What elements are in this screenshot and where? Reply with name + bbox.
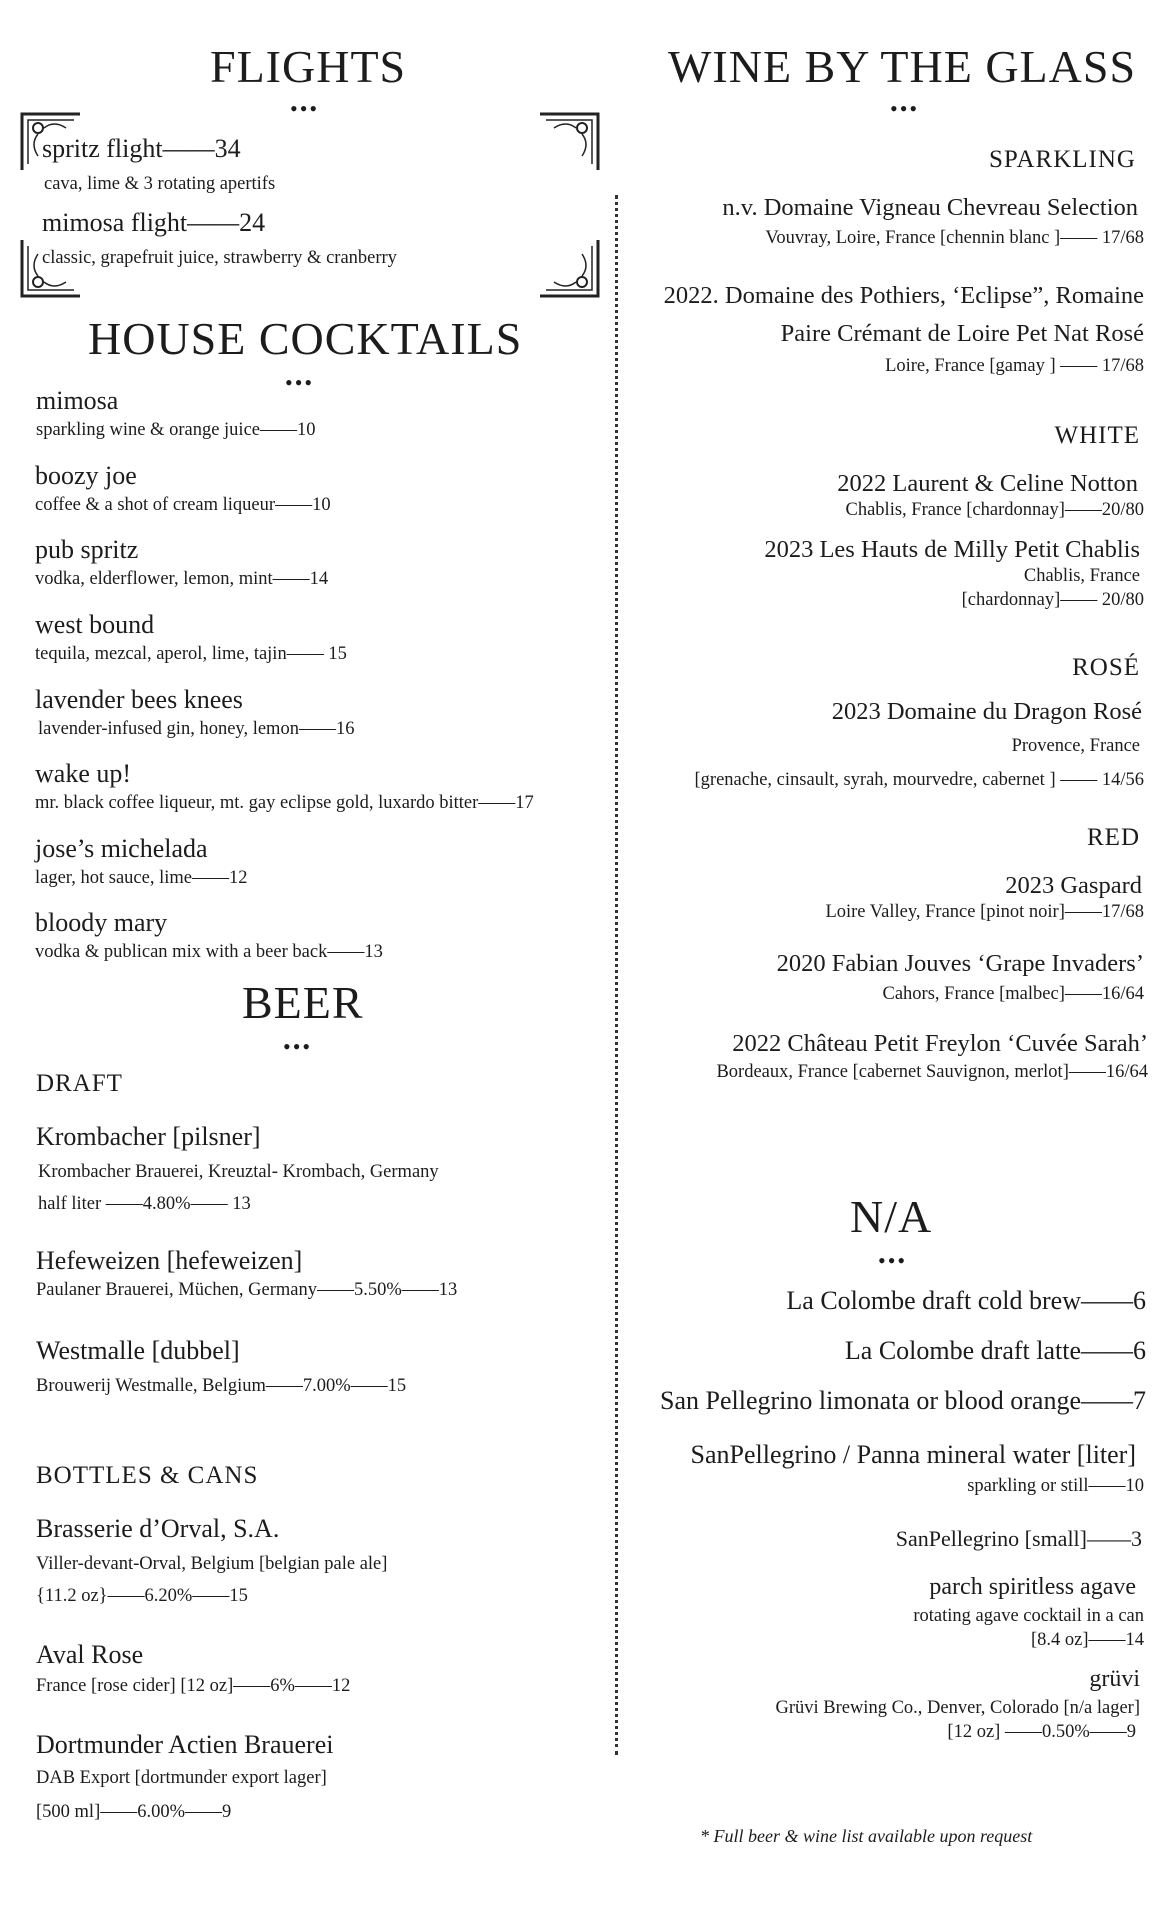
wine-name: 2020 Fabian Jouves ‘Grape Invaders’: [776, 950, 1144, 977]
na-item-detail: [8.4 oz]——14: [1030, 1630, 1144, 1650]
na-item: SanPellegrino / Panna mineral water [liter]: [690, 1440, 1136, 1469]
beer-detail: Paulaner Brauerei, Müchen, Germany——5.50%——13: [36, 1280, 458, 1300]
wine-detail: Provence, France: [1011, 736, 1140, 756]
flight-item-desc: classic, grapefruit juice, strawberry & cranberry: [42, 248, 397, 268]
wine-name: 2022 Laurent & Celine Notton: [837, 470, 1138, 497]
cocktail-name: pub spritz: [35, 535, 139, 564]
flight-item-name: spritz flight——34: [42, 134, 241, 163]
wine-detail: Chablis, France: [1023, 566, 1140, 586]
wine-detail: [grenache, cinsault, syrah, mourvedre, cabernet ] —— 14/56: [694, 770, 1144, 790]
cocktail-name: west bound: [35, 610, 155, 639]
rose-label: ROSÉ: [1072, 654, 1140, 681]
cocktail-name: bloody mary: [35, 908, 168, 937]
white-label: WHITE: [1054, 422, 1140, 449]
flight-item-desc: cava, lime & 3 rotating apertifs: [44, 174, 276, 194]
cocktail-desc: coffee & a shot of cream liqueur——10: [35, 495, 331, 515]
wine-name: Paire Crémant de Loire Pet Nat Rosé: [780, 320, 1144, 347]
beer-detail: half liter ——4.80%—— 13: [38, 1194, 251, 1214]
beer-detail: DAB Export [dortmunder export lager]: [36, 1768, 327, 1788]
wine-name: 2023 Les Hauts de Milly Petit Chablis: [764, 536, 1140, 563]
cocktail-desc: sparkling wine & orange juice——10: [36, 420, 316, 440]
na-item-detail: Grüvi Brewing Co., Denver, Colorado [n/a lager]: [775, 1698, 1140, 1718]
cocktails-title: HOUSE COCKTAILS: [88, 313, 523, 364]
beer-name: Brasserie d’Orval, S.A.: [36, 1514, 280, 1543]
na-item: SanPellegrino [small]——3: [895, 1526, 1142, 1551]
cocktail-desc: lager, hot sauce, lime——12: [35, 868, 248, 888]
wine-dots: •••: [890, 96, 920, 121]
ornament-bottom-right-icon: [536, 236, 602, 302]
na-item: parch spiritless agave: [929, 1574, 1136, 1600]
wine-detail: Loire, France [gamay ] —— 17/68: [885, 356, 1144, 376]
beer-detail: Brouwerij Westmalle, Belgium——7.00%——15: [36, 1376, 407, 1396]
wine-detail: [chardonnay]—— 20/80: [961, 590, 1144, 610]
cocktail-name: wake up!: [35, 759, 132, 788]
ornament-top-right-icon: [536, 108, 602, 174]
ornament-bottom-left-icon: [18, 236, 84, 302]
beer-title: BEER: [242, 977, 364, 1028]
na-item-detail: [12 oz] ——0.50%——9: [947, 1722, 1136, 1742]
cocktail-desc: tequila, mezcal, aperol, lime, tajin—— 15: [35, 644, 347, 664]
cocktail-desc: vodka, elderflower, lemon, mint——14: [35, 569, 329, 589]
na-item-detail: rotating agave cocktail in a can: [913, 1606, 1144, 1626]
cocktail-name: lavender bees knees: [35, 685, 243, 714]
draft-label: DRAFT: [36, 1070, 123, 1097]
beer-detail: Viller-devant-Orval, Belgium [belgian pale ale]: [36, 1554, 388, 1574]
beer-detail: Krombacher Brauerei, Kreuztal- Krombach, Germany: [38, 1162, 439, 1182]
na-item: La Colombe draft latte——6: [844, 1336, 1146, 1365]
wine-name: 2023 Domaine du Dragon Rosé: [831, 698, 1142, 725]
beer-name: Dortmunder Actien Brauerei: [36, 1730, 334, 1759]
beer-detail: {11.2 oz}——6.20%——15: [36, 1586, 248, 1606]
cocktail-name: mimosa: [36, 386, 119, 415]
cocktail-name: boozy joe: [35, 461, 137, 490]
na-dots: •••: [878, 1248, 908, 1273]
bottles-label: BOTTLES & CANS: [36, 1462, 259, 1489]
cocktail-desc: lavender-infused gin, honey, lemon——16: [38, 719, 355, 739]
wine-name: 2023 Gaspard: [1005, 872, 1142, 899]
na-item: San Pellegrino limonata or blood orange——7: [660, 1386, 1146, 1415]
column-divider: [615, 195, 618, 1755]
wine-name: n.v. Domaine Vigneau Chevreau Selection: [722, 194, 1138, 221]
na-item-detail: sparkling or still——10: [967, 1476, 1144, 1496]
beer-name: Krombacher [pilsner]: [36, 1122, 261, 1151]
wine-detail: Chablis, France [chardonnay]——20/80: [845, 500, 1144, 520]
cocktail-desc: mr. black coffee liqueur, mt. gay eclipse gold, luxardo bitter——17: [35, 793, 534, 813]
footnote: * Full beer & wine list available upon request: [700, 1826, 1033, 1846]
wine-detail: Cahors, France [malbec]——16/64: [882, 984, 1144, 1004]
flights-title: FLIGHTS: [210, 41, 407, 92]
flight-item-name: mimosa flight——24: [42, 208, 266, 237]
cocktail-name: jose’s michelada: [35, 834, 208, 863]
beer-detail: [500 ml]——6.00%——9: [36, 1802, 232, 1822]
flights-dots: •••: [290, 96, 320, 121]
wine-name: 2022. Domaine des Pothiers, ‘Eclipse”, Romaine: [663, 282, 1144, 309]
na-item: grüvi: [1089, 1666, 1140, 1692]
beer-name: Westmalle [dubbel]: [36, 1336, 240, 1365]
beer-name: Aval Rose: [36, 1640, 144, 1669]
sparkling-label: SPARKLING: [988, 146, 1136, 173]
wine-detail: Vouvray, Loire, France [chennin blanc ]—— 17/68: [765, 228, 1144, 248]
wine-detail: Bordeaux, France [cabernet Sauvignon, merlot]——16/64: [716, 1062, 1148, 1082]
beer-name: Hefeweizen [hefeweizen]: [36, 1246, 303, 1275]
na-title: N/A: [850, 1191, 933, 1242]
beer-detail: France [rose cider] [12 oz]——6%——12: [36, 1676, 351, 1696]
red-label: RED: [1087, 824, 1140, 851]
cocktails-dots: •••: [285, 370, 315, 395]
na-item: La Colombe draft cold brew——6: [786, 1286, 1146, 1315]
wine-detail: Loire Valley, France [pinot noir]——17/68: [825, 902, 1144, 922]
beer-dots: •••: [283, 1034, 313, 1059]
wine-name: 2022 Château Petit Freylon ‘Cuvée Sarah’: [732, 1030, 1148, 1057]
cocktail-desc: vodka & publican mix with a beer back——13: [35, 942, 383, 962]
wine-title: WINE BY THE GLASS: [668, 41, 1137, 92]
